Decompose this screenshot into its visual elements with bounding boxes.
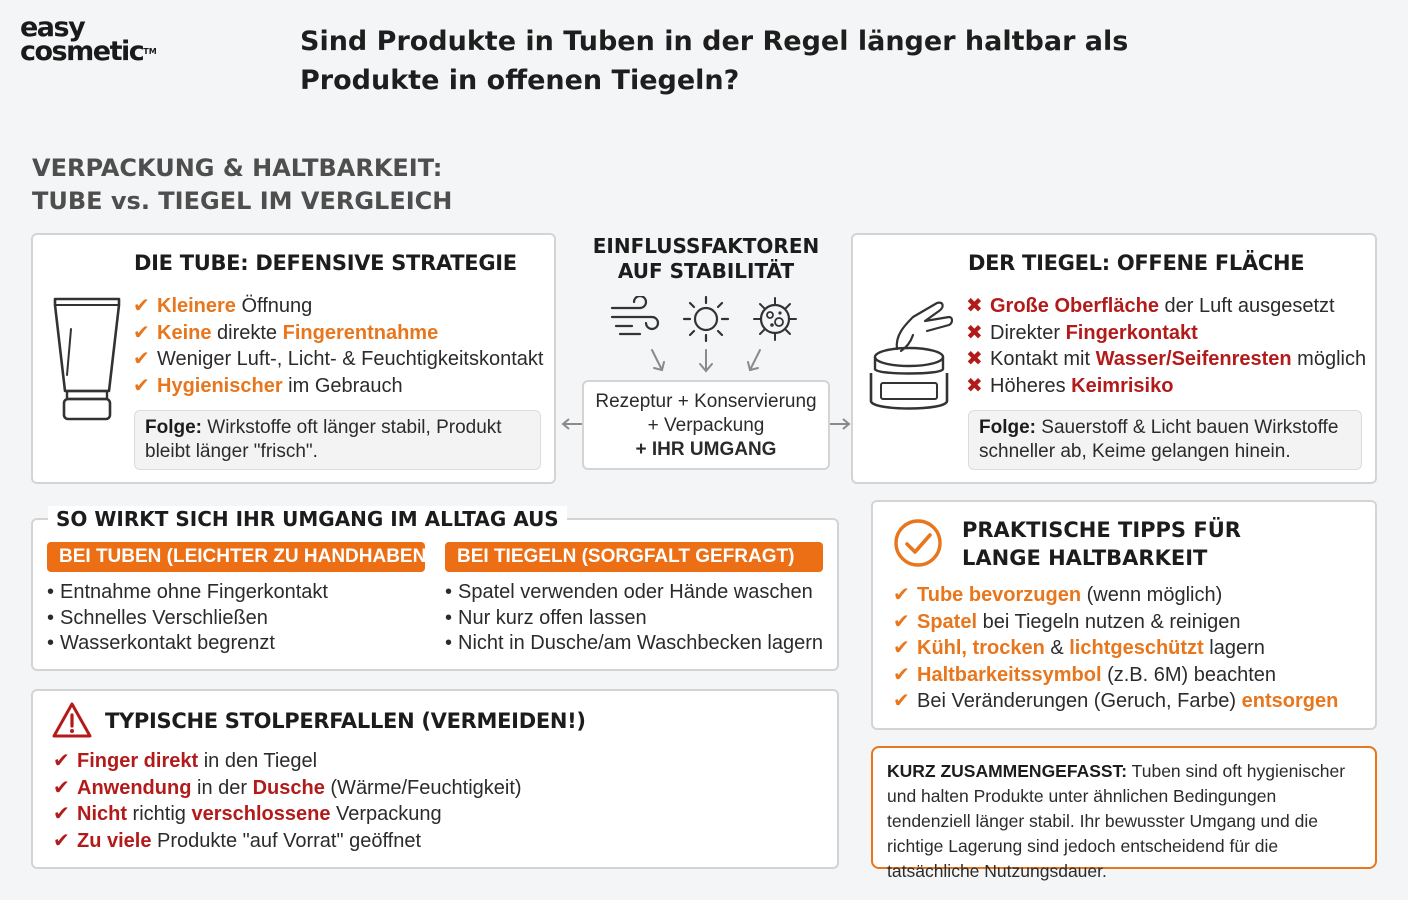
section-title: VERPACKUNG & HALTBARKEIT: TUBE vs. TIEGEL IM VERGLEICH <box>32 154 453 215</box>
tube-heading: DIE TUBE: DEFENSIVE STRATEGIE <box>134 251 517 275</box>
list-item: ✖ Direkter Fingerkontakt <box>966 320 1366 347</box>
list-item: • Nicht in Dusche/am Waschbecken lagern <box>445 631 823 657</box>
jar-risks-list <box>966 293 1366 399</box>
check-icon: ✔ <box>893 637 910 659</box>
list-item: ✔ Kühl, trocken & lichtgeschützt lagern <box>893 635 1338 662</box>
check-icon: ✔ <box>133 321 150 344</box>
tube-icon <box>51 295 123 425</box>
warning-icon <box>51 701 93 739</box>
check-icon: ✔ <box>893 663 910 686</box>
list-item: ✔ Anwendung in der Dusche (Wärme/Feuchtigkeit) <box>53 775 522 802</box>
pitfalls-list <box>53 748 522 854</box>
germ-icon <box>750 294 800 344</box>
tubes-label: BEI TUBEN (LEICHTER ZU HANDHABEN) <box>47 542 425 572</box>
influence-heading: EINFLUSSFAKTOREN AUF STABILITÄT <box>592 234 820 283</box>
list-item: ✔ Hygienischer im Gebrauch <box>133 373 543 400</box>
pitfalls-card <box>31 689 839 869</box>
tube-card <box>31 233 556 484</box>
list-item: • Spatel verwenden oder Hände waschen <box>445 580 823 606</box>
list-item: ✔ Finger direkt in den Tiegel <box>53 748 522 775</box>
logo-trademark: TM <box>143 47 157 56</box>
check-icon: ✔ <box>53 750 70 772</box>
list-item: ✔ Keine direkte Fingerentnahme <box>133 320 543 347</box>
jar-consequence: Folge: Sauerstoff & Licht bauen Wirkstoffe schneller ab, Keime gelangen hinein. <box>968 410 1362 470</box>
list-item: ✔ Kleinere Öffnung <box>133 293 543 320</box>
jar-icon <box>865 295 955 415</box>
jar-heading: DER TIEGEL: OFFENE FLÄCHE <box>968 251 1305 275</box>
daily-use-heading: SO WIRKT SICH IHR UMGANG IM ALLTAG AUS <box>48 506 567 532</box>
logo-line-1: easy <box>20 12 85 43</box>
check-icon: ✔ <box>53 829 70 852</box>
jars-handling-list <box>445 580 823 657</box>
brand-logo <box>20 12 157 67</box>
tips-list <box>893 582 1338 715</box>
arrow-left <box>560 417 584 431</box>
check-icon: ✔ <box>133 295 150 317</box>
list-item: ✖ Höheres Keimrisiko <box>966 373 1366 400</box>
jars-label: BEI TIEGELN (SORGFALT GEFRAGT) <box>445 542 823 572</box>
check-icon: ✔ <box>893 584 910 606</box>
cross-icon: ✖ <box>966 348 983 370</box>
converging-arrows <box>640 348 770 376</box>
list-item: ✔ Spatel bei Tiegeln nutzen & reinigen <box>893 609 1338 636</box>
logo-line-2: cosmetic™ <box>20 36 157 67</box>
cross-icon: ✖ <box>966 321 983 344</box>
tube-consequence: Folge: Wirkstoffe oft länger stabil, Produkt bleibt länger "frisch". <box>134 410 541 470</box>
check-icon: ✔ <box>133 348 150 370</box>
list-item: ✔ Zu viele Produkte "auf Vorrat" geöffnet <box>53 828 522 855</box>
page-title: Sind Produkte in Tuben in der Regel länger haltbar als Produkte in offenen Tiegeln? <box>300 26 1129 96</box>
arrow-right <box>828 417 852 431</box>
cross-icon: ✖ <box>966 374 983 397</box>
check-icon: ✔ <box>53 776 70 799</box>
pitfalls-heading: TYPISCHE STOLPERFALLEN (VERMEIDEN!) <box>105 709 586 733</box>
list-item: ✖ Kontakt mit Wasser/Seifenresten möglich <box>966 346 1366 373</box>
check-circle-icon <box>893 518 943 568</box>
check-icon: ✔ <box>133 374 150 397</box>
tube-benefits-list <box>133 293 543 399</box>
influence-formula-box: Rezeptur + Konservierung + Verpackung + IHR UMGANG <box>582 380 830 470</box>
list-item: • Nur kurz offen lassen <box>445 606 823 632</box>
check-icon: ✔ <box>893 690 910 712</box>
list-item: • Schnelles Verschließen <box>47 606 328 632</box>
sun-icon <box>682 295 730 343</box>
check-icon: ✔ <box>893 610 910 633</box>
tips-heading: PRAKTISCHE TIPPS FÜR LANGE HALTBARKEIT <box>962 518 1241 570</box>
list-item: ✔ Tube bevorzugen (wenn möglich) <box>893 582 1338 609</box>
list-item: ✖ Große Oberfläche der Luft ausgesetzt <box>966 293 1366 320</box>
list-item: • Entnahme ohne Fingerkontakt <box>47 580 328 606</box>
list-item: ✔ Nicht richtig verschlossene Verpackung <box>53 801 522 828</box>
check-icon: ✔ <box>53 803 70 825</box>
tubes-handling-list <box>47 580 328 657</box>
list-item: ✔ Weniger Luft-, Licht- & Feuchtigkeitskontakt <box>133 346 543 373</box>
wind-icon <box>610 296 662 340</box>
cross-icon: ✖ <box>966 295 983 317</box>
list-item: • Wasserkontakt begrenzt <box>47 631 328 657</box>
jar-card <box>851 233 1377 484</box>
summary-box: KURZ ZUSAMMENGEFASST: Tuben sind oft hygienischer und halten Produkte unter ähnlichen Bedingungen tendenziell länger stabil. Ihr bewusster Umgang und die richtige Lagerung sind jedoch entscheidend für die tatsächliche Nutzungsdauer. <box>871 746 1377 869</box>
list-item: ✔ Haltbarkeitssymbol (z.B. 6M) beachten <box>893 662 1338 689</box>
list-item: ✔ Bei Veränderungen (Geruch, Farbe) entsorgen <box>893 688 1338 715</box>
